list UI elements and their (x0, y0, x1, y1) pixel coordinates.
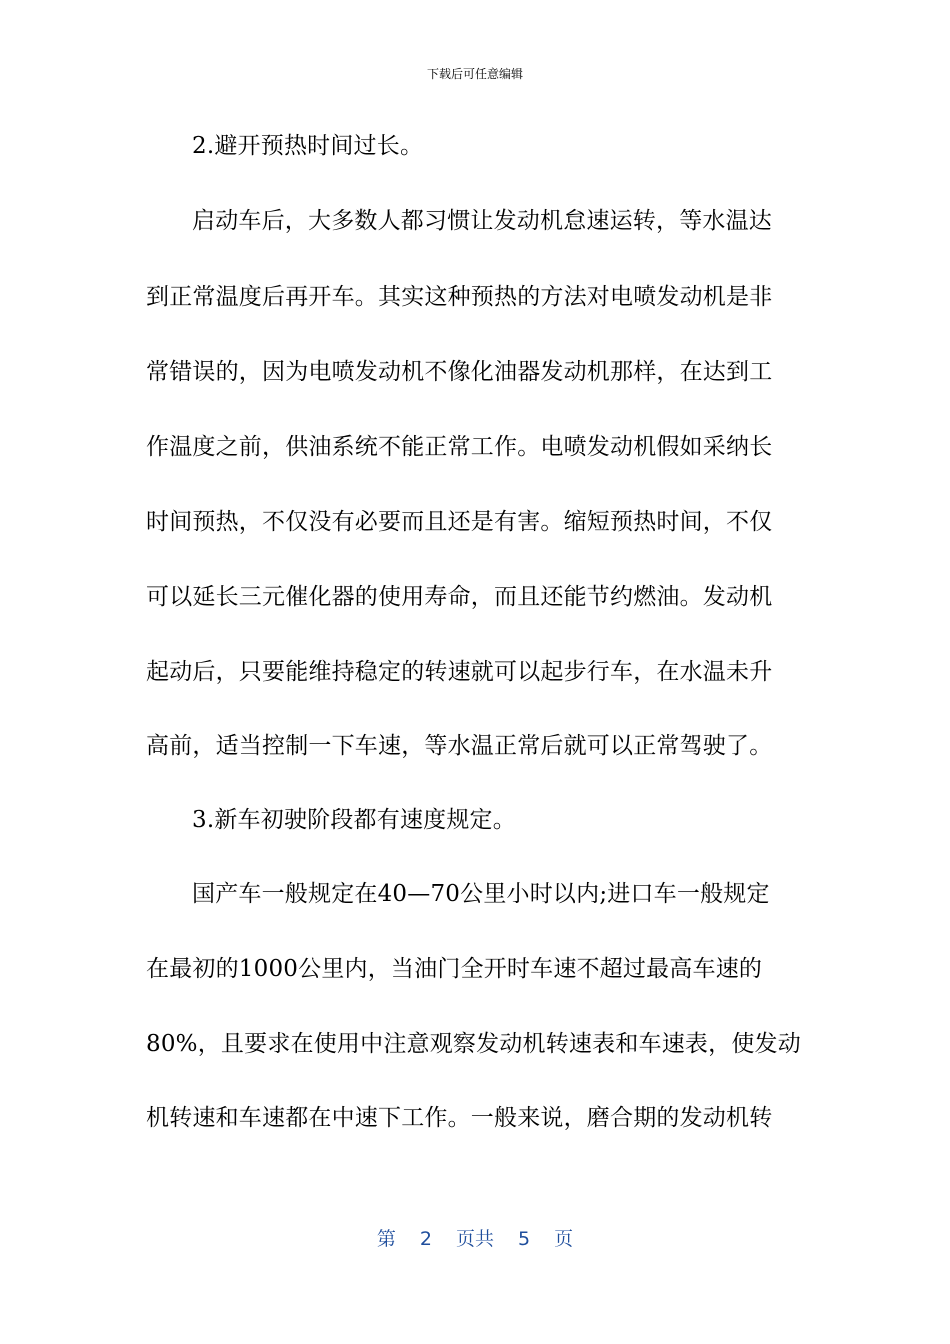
page-number: 2 (419, 1228, 432, 1250)
paragraph-line: 可以延长三元催化器的使用寿命，而且还能节约燃油。发动机 (146, 584, 773, 610)
section-heading-3: 3.新车初驶阶段都有速度规定。 (192, 807, 516, 833)
paragraph-line: 在最初的1000公里内，当油门全开时车速不超过最高车速的 (146, 956, 763, 982)
section-heading-2: 2.避开预热时间过长。 (192, 133, 424, 159)
page-label-suffix: 页 (554, 1228, 574, 1250)
page-label-mid: 页共 (455, 1228, 494, 1250)
paragraph-line: 到正常温度后再开车。其实这种预热的方法对电喷发动机是非 (146, 284, 773, 310)
paragraph-line: 启动车后，大多数人都习惯让发动机怠速运转，等水温达 (192, 208, 772, 234)
paragraph-line: 机转速和车速都在中速下工作。一般来说，磨合期的发动机转 (146, 1105, 773, 1131)
page-footer (0, 1226, 950, 1252)
paragraph-line: 起动后，只要能维持稳定的转速就可以起步行车，在水温未升 (146, 659, 773, 685)
paragraph-line: 国产车一般规定在40—70公里小时以内;进口车一般规定 (192, 881, 770, 907)
paragraph-line: 常错误的，因为电喷发动机不像化油器发动机那样，在达到工 (146, 359, 773, 385)
page-header: 下载后可任意编辑 (426, 67, 523, 81)
paragraph-line: 80%，且要求在使用中注意观察发动机转速表和车速表，使发动 (146, 1031, 801, 1057)
page-label-prefix: 第 (376, 1228, 396, 1250)
paragraph-line: 高前，适当控制一下车速，等水温正常后就可以正常驾驶了。 (146, 733, 773, 759)
paragraph-line: 时间预热，不仅没有必要而且还是有害。缩短预热时间，不仅 (146, 509, 773, 535)
paragraph-line: 作温度之前，供油系统不能正常工作。电喷发动机假如采纳长 (146, 434, 773, 460)
total-pages: 5 (518, 1228, 531, 1250)
